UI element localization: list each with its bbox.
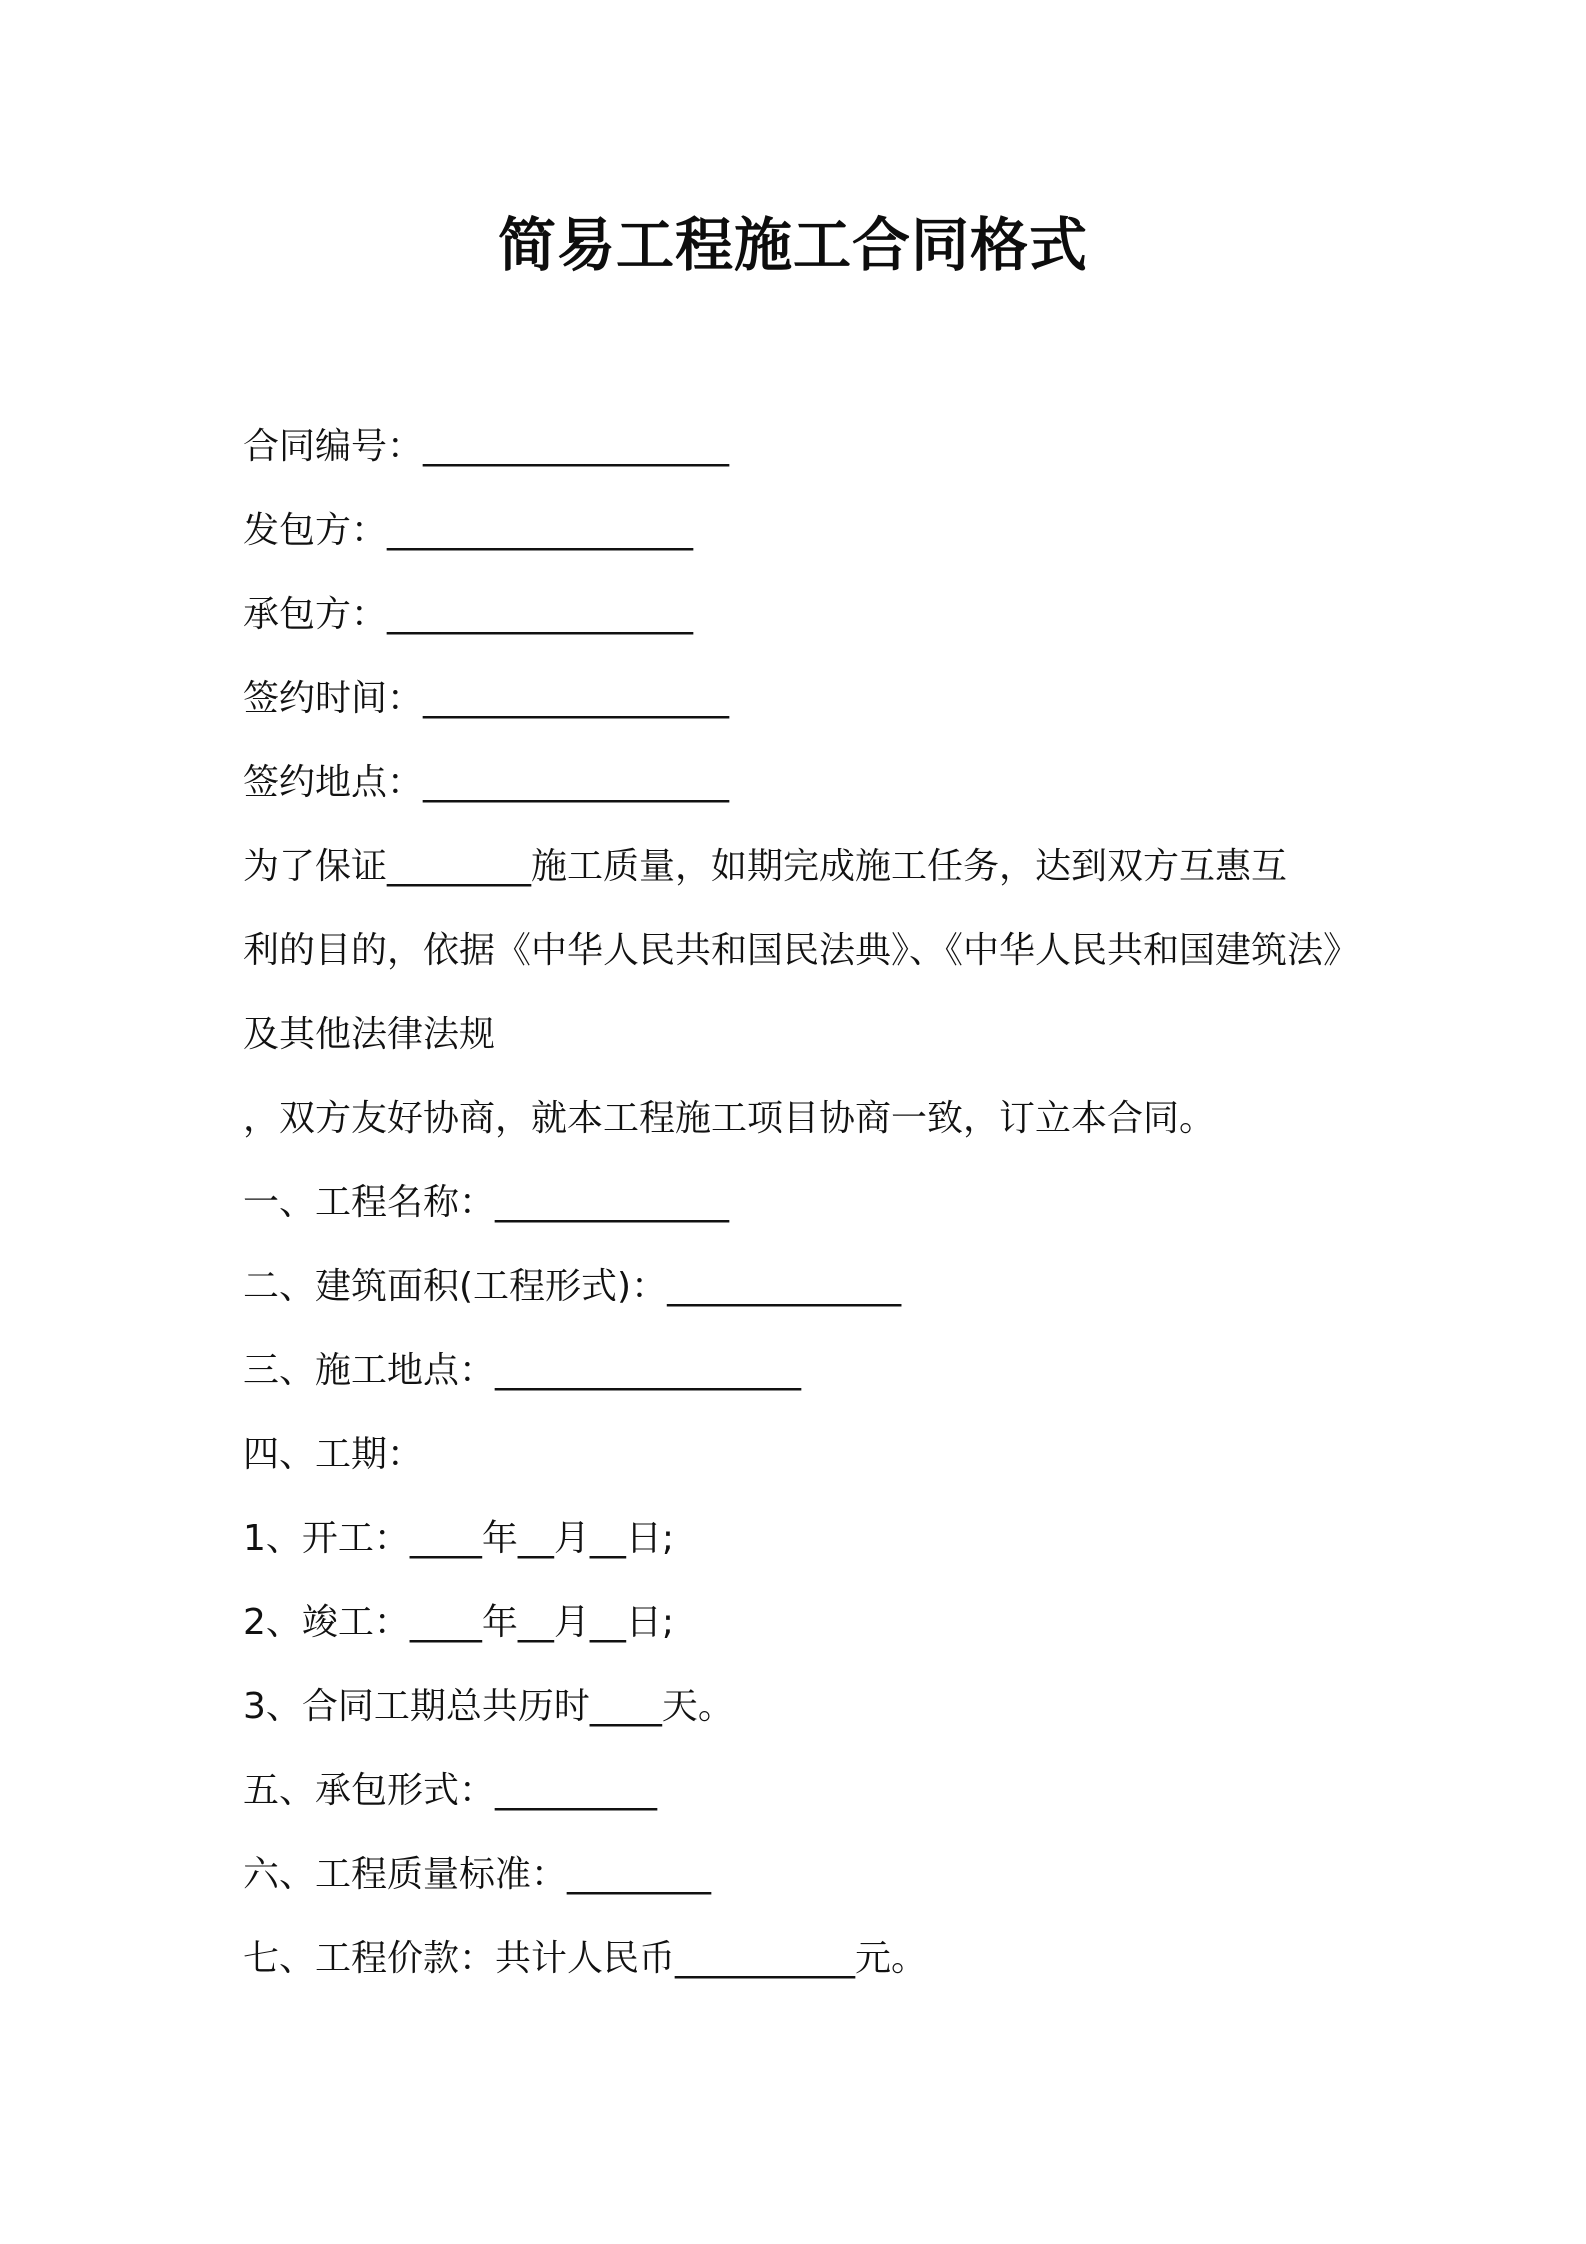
contractor-line: 承包方：_________________ — [243, 594, 694, 635]
preamble-line-2: 利的目的，依据《中华人民共和国民法典》、《中华人民共和国建筑法》 — [243, 930, 1360, 971]
contract-price-line: 七、工程价款：共计人民币__________元。 — [243, 1938, 928, 1979]
employer-line: 发包方：_________________ — [243, 510, 694, 551]
building-area-line: 二、建筑面积(工程形式)：_____________ — [243, 1266, 902, 1307]
contract-form-line: 五、承包形式：_________ — [243, 1770, 658, 1811]
quality-standard-line: 六、工程质量标准：________ — [243, 1854, 712, 1895]
preamble-line-3: 及其他法律法规 — [243, 1014, 496, 1055]
document-title: 简易工程施工合同格式 — [497, 211, 1088, 279]
preamble-line-1: 为了保证________施工质量，如期完成施工任务，达到双方互惠互 — [243, 846, 1288, 887]
start-date-line: 1、开工：____年__月__日; — [243, 1518, 675, 1559]
document-body — [243, 405, 1360, 2001]
construction-site-line: 三、施工地点：_________________ — [243, 1350, 802, 1391]
preamble-line-4: ，双方友好协商，就本工程施工项目协商一致，订立本合同。 — [243, 1098, 1216, 1139]
completion-date-line: 2、竣工：____年__月__日; — [243, 1602, 675, 1643]
contract-number-line: 合同编号：_________________ — [243, 426, 730, 467]
signing-place-line: 签约地点：_________________ — [243, 762, 730, 803]
signing-date-line: 签约时间：_________________ — [243, 678, 730, 719]
project-name-line: 一、工程名称：_____________ — [243, 1182, 730, 1223]
duration-heading: 四、工期： — [243, 1434, 424, 1475]
total-duration-line: 3、合同工期总共历时____天。 — [243, 1686, 734, 1727]
